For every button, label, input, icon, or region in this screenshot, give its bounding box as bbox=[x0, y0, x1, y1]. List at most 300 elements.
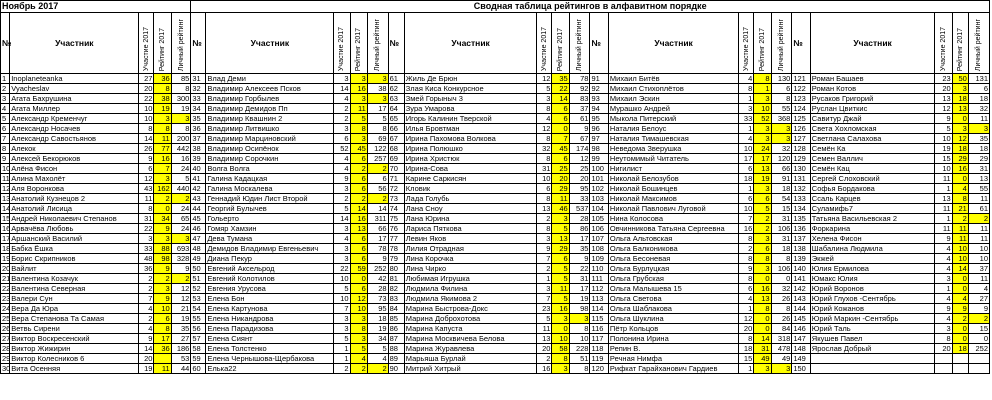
participant-name: Марина Москвичева Белова bbox=[404, 334, 537, 344]
participation-count: 4 bbox=[739, 294, 754, 304]
personal-rating: 2 bbox=[367, 194, 388, 204]
rating-2017: 4 bbox=[350, 354, 367, 364]
participant-name: Света Хохломская bbox=[810, 124, 935, 134]
personal-rating: 31 bbox=[968, 164, 989, 174]
row-number: 111 bbox=[590, 274, 608, 284]
personal-rating: 10 bbox=[968, 254, 989, 264]
participant-name: Любимая Игрушка bbox=[404, 274, 537, 284]
rating-2017: 13 bbox=[754, 164, 771, 174]
personal-rating: 2 bbox=[367, 364, 388, 374]
rating-2017: 8 bbox=[350, 324, 367, 334]
row-number: 141 bbox=[792, 274, 810, 284]
header-number: № bbox=[388, 13, 404, 74]
participant-name: Анатолий Лисица bbox=[10, 204, 139, 214]
rating-2017: 6 bbox=[350, 284, 367, 294]
personal-rating: 11 bbox=[968, 114, 989, 124]
personal-rating: 32 bbox=[771, 284, 792, 294]
participant-name: Николай Бошинцев bbox=[608, 184, 738, 194]
row-number: 29 bbox=[2, 354, 11, 363]
table-row bbox=[1, 224, 990, 234]
rating-2017: 13 bbox=[754, 294, 771, 304]
participant-name: Овчинникова Татьяна Сергеевна bbox=[608, 224, 738, 234]
personal-rating: 8 bbox=[569, 364, 590, 374]
rating-2017: 6 bbox=[350, 154, 367, 164]
participant-name bbox=[810, 364, 935, 374]
participant-name: Руслан Цвиткис bbox=[810, 104, 935, 114]
participant-name: Влад Деми bbox=[206, 74, 334, 84]
row-number: 88 bbox=[388, 344, 404, 354]
personal-rating: 44 bbox=[171, 364, 191, 374]
personal-rating: 11 bbox=[968, 194, 989, 204]
row-number: 98 bbox=[590, 144, 608, 154]
participant-name: Юрий Воронов bbox=[810, 284, 935, 294]
personal-rating: 122 bbox=[367, 144, 388, 154]
personal-rating: 31 bbox=[771, 214, 792, 224]
row-number: 5 bbox=[1, 114, 10, 124]
rating-2017: 11 bbox=[154, 134, 171, 144]
personal-rating: 8 bbox=[171, 84, 191, 94]
rating-2017: 5 bbox=[552, 224, 569, 234]
rating-2017: 6 bbox=[154, 314, 171, 324]
participant-name: Людмила Филина bbox=[404, 284, 537, 294]
participant-name: Ольга Бурлуцкая bbox=[608, 264, 738, 274]
participation-count: 3 bbox=[537, 284, 552, 294]
participation-count: 10 bbox=[334, 294, 350, 304]
personal-rating: 106 bbox=[771, 264, 792, 274]
rating-2017: 2 bbox=[154, 274, 171, 284]
participant-name: Ольга Грубская bbox=[608, 274, 738, 284]
personal-rating: 26 bbox=[771, 294, 792, 304]
personal-rating: 61 bbox=[968, 204, 989, 214]
rating-2017: 3 bbox=[552, 364, 569, 374]
participation-count: 8 bbox=[739, 274, 754, 284]
rating-2017: 3 bbox=[154, 284, 171, 294]
header-rating bbox=[754, 13, 771, 74]
rating-2017: 0 bbox=[552, 324, 569, 334]
participation-count: 9 bbox=[935, 114, 952, 124]
participation-count: 3 bbox=[139, 234, 154, 244]
row-number: 21 bbox=[2, 274, 11, 283]
personal-rating: 17 bbox=[569, 284, 590, 294]
participation-count: 3 bbox=[537, 234, 552, 244]
participant-name: Агата Миллер bbox=[10, 104, 139, 114]
rating-2017: 11 bbox=[952, 234, 968, 244]
row-number: 87 bbox=[388, 334, 404, 344]
row-number: 85 bbox=[388, 314, 404, 324]
personal-rating: 693 bbox=[171, 244, 191, 254]
row-number: 110 bbox=[590, 264, 608, 274]
personal-rating: 442 bbox=[171, 144, 191, 154]
rating-2017 bbox=[952, 354, 968, 364]
participant-name: Савитур Джай bbox=[810, 114, 935, 124]
rating-2017: 29 bbox=[552, 244, 569, 254]
participation-count: 5 bbox=[334, 284, 350, 294]
rating-2017: 46 bbox=[552, 204, 569, 214]
participation-count: 9 bbox=[935, 304, 952, 314]
row-number: 35 bbox=[191, 114, 206, 124]
row-number: 48 bbox=[191, 244, 206, 254]
participant-name: Владимир Алексеев Псков bbox=[206, 84, 334, 94]
personal-rating: 27 bbox=[171, 334, 191, 344]
header-participation-text: Участие 2017 bbox=[540, 26, 548, 71]
participant-name: Шабалина Людмила bbox=[810, 244, 935, 254]
personal-rating: 11 bbox=[968, 224, 989, 234]
rating-2017: 38 bbox=[154, 94, 171, 104]
participation-count: 1 bbox=[935, 184, 952, 194]
row-number: 40 bbox=[191, 164, 206, 174]
row-number: 56 bbox=[191, 324, 206, 334]
personal-rating: 3 bbox=[367, 74, 388, 84]
participation-count: 4 bbox=[334, 154, 350, 164]
rating-2017: 1 bbox=[754, 84, 771, 94]
rating-2017: 49 bbox=[754, 354, 771, 364]
personal-rating: 9 bbox=[171, 264, 191, 274]
table-row bbox=[1, 254, 990, 264]
participation-count: 14 bbox=[139, 134, 154, 144]
personal-rating: 21 bbox=[171, 304, 191, 314]
row-number: 32 bbox=[191, 84, 206, 94]
participation-count: 9 bbox=[537, 244, 552, 254]
row-number: 11 bbox=[2, 174, 10, 183]
personal-rating: 2 bbox=[968, 214, 989, 224]
participant-name: Елена Бон bbox=[206, 294, 334, 304]
participation-count: 6 bbox=[537, 184, 552, 194]
rating-2017: 4 bbox=[952, 184, 968, 194]
participation-count: 14 bbox=[334, 84, 350, 94]
table-row bbox=[1, 84, 990, 94]
participant-name: Елена Никандрова bbox=[206, 314, 334, 324]
personal-rating: 2 bbox=[367, 164, 388, 174]
participant-name: Семён Кац bbox=[810, 164, 935, 174]
participant-name: Михаил Эскин bbox=[608, 94, 738, 104]
row-number: 143 bbox=[792, 294, 810, 304]
participation-count: 5 bbox=[537, 84, 552, 94]
personal-rating: 130 bbox=[771, 74, 792, 84]
rating-2017: 5 bbox=[552, 294, 569, 304]
table-row bbox=[1, 144, 990, 154]
rating-2017: 11 bbox=[552, 194, 569, 204]
participation-count: 1 bbox=[739, 364, 754, 374]
personal-rating: 37 bbox=[569, 104, 590, 114]
rating-2017: 3 bbox=[952, 84, 968, 94]
row-number: 41 bbox=[191, 174, 206, 184]
row-number: 9 bbox=[1, 154, 10, 164]
participation-count: 2 bbox=[139, 274, 154, 284]
rating-2017: 8 bbox=[154, 84, 171, 94]
participant-name: Игорь Калинин Тверской bbox=[404, 114, 537, 124]
personal-rating: 3 bbox=[771, 134, 792, 144]
personal-rating: 440 bbox=[171, 184, 191, 194]
personal-rating: 24 bbox=[171, 204, 191, 214]
participation-count: 4 bbox=[334, 234, 350, 244]
row-number: 14 bbox=[2, 204, 11, 213]
participation-count: 17 bbox=[739, 154, 754, 164]
participant-name: Владимир Горбылев bbox=[206, 94, 334, 104]
personal-rating bbox=[968, 354, 989, 364]
rating-2017: 2 bbox=[754, 214, 771, 224]
personal-rating: 8 bbox=[171, 124, 191, 134]
row-number: 45 bbox=[191, 214, 206, 224]
participation-count: 10 bbox=[935, 134, 952, 144]
row-number: 99 bbox=[590, 154, 608, 164]
rating-2017: 6 bbox=[552, 154, 569, 164]
participation-count: 22 bbox=[139, 94, 154, 104]
rating-2017: 8 bbox=[154, 124, 171, 134]
personal-rating: 200 bbox=[171, 134, 191, 144]
participation-count: 11 bbox=[537, 324, 552, 334]
personal-rating: 3 bbox=[569, 314, 590, 324]
rating-2017: 50 bbox=[952, 74, 968, 84]
rating-2017: 12 bbox=[350, 294, 367, 304]
row-number: 138 bbox=[792, 244, 810, 254]
row-number: 140 bbox=[792, 264, 810, 274]
rating-2017: 3 bbox=[552, 314, 569, 324]
participant-name: Ольга Бесоневая bbox=[608, 254, 738, 264]
personal-rating: 66 bbox=[771, 164, 792, 174]
row-number: 134 bbox=[792, 204, 810, 214]
row-number: 39 bbox=[191, 154, 206, 164]
rating-2017: 59 bbox=[350, 264, 367, 274]
participant-name: Кловик bbox=[404, 184, 537, 194]
row-number: 97 bbox=[590, 134, 608, 144]
rating-2017: 3 bbox=[350, 314, 367, 324]
participant-name: Светлана Салахова bbox=[810, 134, 935, 144]
participation-count: 8 bbox=[537, 134, 552, 144]
participant-name: Аршанский Василий bbox=[10, 234, 139, 244]
personal-rating: 24 bbox=[171, 164, 191, 174]
row-number: 93 bbox=[590, 94, 608, 104]
participant-name: Роман Башаев bbox=[810, 74, 935, 84]
participant-name: Русаков Григорий bbox=[810, 94, 935, 104]
participant-name: Ирина Пахомова Волкова bbox=[404, 134, 537, 144]
personal-rating: 368 bbox=[771, 114, 792, 124]
participation-count: 2 bbox=[334, 194, 350, 204]
row-number: 135 bbox=[792, 214, 810, 224]
rating-2017: 25 bbox=[552, 164, 569, 174]
participant-name: Галина Москалева bbox=[206, 184, 334, 194]
personal-rating: 73 bbox=[367, 294, 388, 304]
rating-2017: 6 bbox=[552, 114, 569, 124]
participation-count: 18 bbox=[739, 174, 754, 184]
participant-name: Ирина-Сова bbox=[404, 164, 537, 174]
row-number: 102 bbox=[590, 184, 608, 194]
participation-count: 6 bbox=[739, 164, 754, 174]
row-number: 50 bbox=[191, 264, 206, 274]
row-number: 8 bbox=[1, 144, 10, 154]
header-number: № bbox=[590, 13, 608, 74]
rating-2017 bbox=[952, 364, 968, 374]
participant-name: Vyacheslav bbox=[10, 84, 139, 94]
participation-count: 8 bbox=[739, 84, 754, 94]
participation-count: 33 bbox=[739, 114, 754, 124]
participation-count: 7 bbox=[537, 294, 552, 304]
row-number: 80 bbox=[388, 264, 404, 274]
personal-rating: 252 bbox=[367, 264, 388, 274]
table-row bbox=[1, 104, 990, 114]
participation-count: 4 bbox=[935, 244, 952, 254]
row-number: 96 bbox=[590, 124, 608, 134]
personal-rating: 5 bbox=[367, 114, 388, 124]
personal-rating: 24 bbox=[171, 224, 191, 234]
participation-count: 2 bbox=[537, 354, 552, 364]
row-number: 61 bbox=[388, 74, 404, 84]
personal-rating: 131 bbox=[968, 74, 989, 84]
table-row bbox=[1, 184, 990, 194]
rating-2017: 5 bbox=[754, 204, 771, 214]
participant-name: Владимир Осипёнок bbox=[206, 144, 334, 154]
personal-rating: 55 bbox=[968, 184, 989, 194]
personal-rating: 174 bbox=[569, 144, 590, 154]
participant-name: Анатолий Кузнецов 2 bbox=[10, 194, 139, 204]
header-rating-text: Рейтинг 2017 bbox=[956, 27, 964, 71]
personal-rating: 8 bbox=[771, 254, 792, 264]
personal-rating: 26 bbox=[771, 314, 792, 324]
rating-2017: 6 bbox=[754, 194, 771, 204]
rating-2017: 3 bbox=[154, 174, 171, 184]
rating-2017: 10 bbox=[952, 254, 968, 264]
participant-name: Лилия Отрадная bbox=[404, 244, 537, 254]
personal-rating: 9 bbox=[968, 304, 989, 314]
participation-count: 7 bbox=[739, 214, 754, 224]
participant-name: Бабка Ёшка bbox=[10, 244, 139, 254]
participant-name: Лада Голубь bbox=[404, 194, 537, 204]
participant-name: Вера Степанова Та Самая bbox=[10, 314, 139, 324]
rating-2017: 3 bbox=[350, 134, 367, 144]
participant-name: Александр Кременчуг bbox=[10, 114, 139, 124]
participation-count: 31 bbox=[537, 164, 552, 174]
rating-2017: 3 bbox=[754, 234, 771, 244]
participant-name: Алина Махолёт bbox=[10, 174, 139, 184]
rating-2017: 0 bbox=[952, 324, 968, 334]
participant-name: Ольга Светова bbox=[608, 294, 738, 304]
participation-count: 2 bbox=[334, 104, 350, 114]
participation-count: 1 bbox=[935, 284, 952, 294]
participation-count: 4 bbox=[739, 134, 754, 144]
personal-rating: 95 bbox=[367, 304, 388, 314]
participant-name: Хелена Фисон bbox=[810, 234, 935, 244]
personal-rating: 31 bbox=[771, 234, 792, 244]
personal-rating: 3 bbox=[968, 124, 989, 134]
row-number: 31 bbox=[191, 74, 206, 84]
participation-count: 8 bbox=[739, 254, 754, 264]
table-row bbox=[1, 344, 990, 354]
participation-count: 3 bbox=[334, 254, 350, 264]
row-number: 105 bbox=[590, 214, 608, 224]
title-row bbox=[1, 1, 990, 13]
rating-2017: 77 bbox=[154, 144, 171, 154]
personal-rating: 18 bbox=[771, 184, 792, 194]
table-row bbox=[1, 74, 990, 84]
participation-count: 4 bbox=[935, 254, 952, 264]
rating-2017: 2 bbox=[154, 194, 171, 204]
table-row bbox=[1, 264, 990, 274]
participation-count: 23 bbox=[537, 304, 552, 314]
participant-name: Лана Юрина bbox=[404, 214, 537, 224]
participant-name: Елька22 bbox=[206, 364, 334, 374]
personal-rating: 12 bbox=[171, 284, 191, 294]
participant-name: Евгений Колотилов bbox=[206, 274, 334, 284]
participation-count: 10 bbox=[139, 114, 154, 124]
row-number: 107 bbox=[590, 234, 608, 244]
participation-count: 22 bbox=[139, 224, 154, 234]
participant-name: Неутомимый Читатель bbox=[608, 154, 738, 164]
participation-count: 12 bbox=[537, 74, 552, 84]
row-number: 112 bbox=[590, 284, 608, 294]
personal-rating: 34 bbox=[367, 334, 388, 344]
participation-count: 33 bbox=[139, 244, 154, 254]
personal-rating: 14 bbox=[367, 204, 388, 214]
table-row bbox=[1, 234, 990, 244]
participation-count: 10 bbox=[935, 164, 952, 174]
rating-2017: 0 bbox=[952, 114, 968, 124]
participation-count: 1 bbox=[739, 124, 754, 134]
participant-name: Виктор Колесников 6 bbox=[10, 354, 139, 364]
rating-2017: 2 bbox=[754, 224, 771, 234]
personal-rating: 11 bbox=[968, 274, 989, 284]
participation-count: 20 bbox=[139, 84, 154, 94]
row-number: 24 bbox=[2, 304, 11, 313]
participant-name: Митрий Хитрый bbox=[404, 364, 537, 374]
rating-2017: 10 bbox=[754, 104, 771, 114]
personal-rating: 91 bbox=[771, 174, 792, 184]
rating-2017: 14 bbox=[952, 264, 968, 274]
participant-name: Аля Воронкова bbox=[10, 184, 139, 194]
table-row bbox=[1, 94, 990, 104]
participant-name: Владимир Демидов Пп bbox=[206, 104, 334, 114]
personal-rating: 9 bbox=[367, 254, 388, 264]
rating-2017: 16 bbox=[154, 154, 171, 164]
header-personal-rating bbox=[171, 13, 191, 74]
participation-count: 9 bbox=[139, 334, 154, 344]
personal-rating: 28 bbox=[367, 284, 388, 294]
row-number: 28 bbox=[2, 344, 11, 353]
participation-count: 5 bbox=[334, 204, 350, 214]
rating-2017: 8 bbox=[754, 74, 771, 84]
participant-name: Ирина Христюк bbox=[404, 154, 537, 164]
personal-rating: 2 bbox=[171, 274, 191, 284]
personal-rating: 27 bbox=[968, 294, 989, 304]
row-number: 124 bbox=[792, 104, 810, 114]
participant-name: Наталия Тимашевская bbox=[608, 134, 738, 144]
personal-rating: 53 bbox=[171, 354, 191, 364]
rating-2017: 22 bbox=[552, 84, 569, 94]
row-number: 44 bbox=[191, 204, 206, 214]
participant-name: Владимир Квашнин 2 bbox=[206, 114, 334, 124]
header-rating-text: Рейтинг 2017 bbox=[355, 27, 363, 71]
personal-rating: 92 bbox=[569, 84, 590, 94]
participant-name: Николай Максимов bbox=[608, 194, 738, 204]
row-number: 146 bbox=[792, 324, 810, 334]
participation-count: 8 bbox=[139, 124, 154, 134]
personal-rating: 19 bbox=[171, 104, 191, 114]
header-participation bbox=[334, 13, 350, 74]
header-number: № bbox=[1, 13, 10, 74]
personal-rating: 0 bbox=[771, 274, 792, 284]
personal-rating: 5 bbox=[367, 344, 388, 354]
header-personal-rating-text: Личный рейтинг bbox=[177, 18, 185, 71]
participant-name: Георгий Булычев bbox=[206, 204, 334, 214]
rating-2017: 16 bbox=[952, 164, 968, 174]
row-number: 113 bbox=[590, 294, 608, 304]
row-number: 128 bbox=[792, 144, 810, 154]
participant-name: Татьяна Васильевская 2 bbox=[810, 214, 935, 224]
participation-count: 9 bbox=[739, 264, 754, 274]
participation-count: 12 bbox=[139, 174, 154, 184]
rating-2017: 18 bbox=[952, 344, 968, 354]
header-rating bbox=[350, 13, 367, 74]
personal-rating: 8 bbox=[569, 324, 590, 334]
participant-name: Вита Осенняя bbox=[10, 364, 139, 374]
